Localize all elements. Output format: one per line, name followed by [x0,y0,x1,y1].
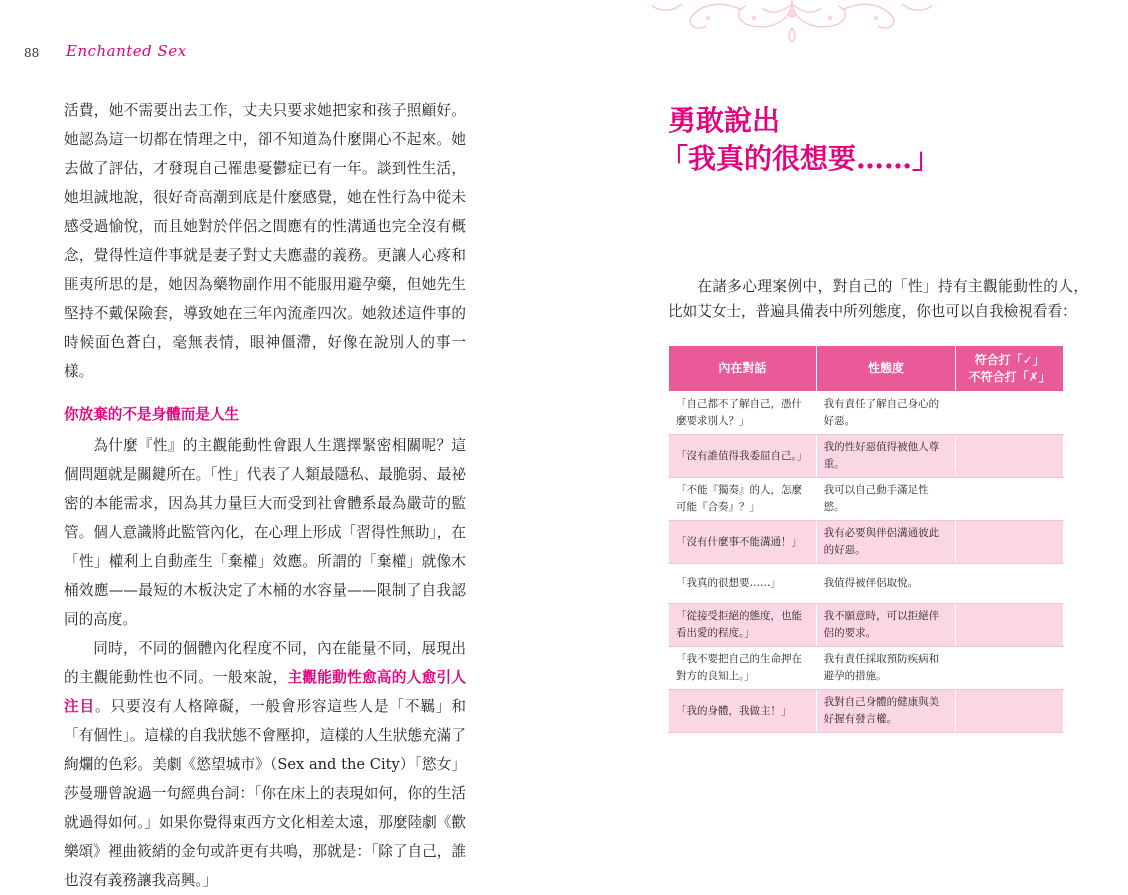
inner-dialogue-cell: 「從接受拒絕的態度，也能看出愛的程度。」 [669,604,817,647]
table-row [669,690,1064,733]
inner-dialogue-cell: 「我不要把自己的生命押在對方的良知上。」 [669,647,817,690]
table-row [669,521,1064,564]
table-row [669,604,1064,647]
paragraph-3 [64,634,466,895]
table-row [669,564,1064,604]
inner-dialogue-cell: 「自己都不了解自己，憑什麼要求別人？」 [669,392,817,435]
table-row [669,647,1064,690]
inner-dialogue-cell: 「沒有什麼事不能溝通！」 [669,521,817,564]
attitude-cell: 我值得被伴侶取悅。 [816,564,956,604]
attitude-cell: 我不願意時，可以拒絕伴侶的要求。 [816,604,956,647]
attitude-cell: 我的性好惡值得被他人尊重。 [816,435,956,478]
paragraph-3-end: 。只要沒有人格障礙，一般會形容這些人是「不羈」和「有個性」。這樣的自我狀態不會壓抑，這樣的人生狀態充滿了絢爛的色彩。美劇《慾望城市》（Sex and the City）「慾女」莎曼珊曾說過一句經典台詞：「你在床上的表現如何，你的生活就過得如何。」如果你覺得東西方文化相差太遠，那麼陸劇《歡樂頌》裡曲筱綃的金句或許更有共鳴，那就是：「除了自己，誰也沒有義務讓我高興。」 [64,698,466,889]
highlight-phrase: 主觀能動性愈高的人愈引人注目 [64,669,466,715]
attitude-cell: 我可以自己動手滿足性慾。 [816,478,956,521]
table-header-row [669,346,1064,392]
right-page [564,0,1128,800]
page-number: 88 [24,46,40,60]
table-row [669,435,1064,478]
damask-ornament-icon [642,0,942,42]
check-mark-cell[interactable] [956,521,1064,564]
header-inner-dialogue: 內在對話 [669,346,817,392]
check-mark-cell[interactable] [956,690,1064,733]
inner-dialogue-cell: 「我真的很想要……」 [669,564,817,604]
header-sex-attitude: 性態度 [816,346,956,392]
paragraph-1: 活費，她不需要出去工作，丈夫只要求她把家和孩子照顧好。她認為這一切都在情理之中，卻不知道為什麼開心不起來。她去做了評估，才發現自己罹患憂鬱症已有一年。談到性生活，她坦誠地說，很好奇高潮到底是什麼感覺，她在性行為中從未感受過愉悅，而且她對於伴侶之間應有的性溝通也完全沒有概念，覺得性這件事就是妻子對丈夫應盡的義務。更讓人心疼和匪夷所思的是，她因為藥物副作用不能服用避孕藥，但她先生堅持不戴保險套，導致她在三年內流產四次。她敘述這件事的時候面色蒼白，毫無表情，眼神僵滯，好像在說別人的事一樣。 [64,102,466,380]
inner-dialogue-cell: 「不能『獨奏』的人，怎麼可能『合奏』？」 [669,478,817,521]
title-line-1: 勇敢說出 [668,104,781,137]
inner-dialogue-cell: 「沒有誰值得我委屈自己。」 [669,435,817,478]
check-mark-cell[interactable] [956,435,1064,478]
check-mark-cell[interactable] [956,604,1064,647]
intro-paragraph: 在諸多心理案例中，對自己的「性」持有主觀能動性的人，比如艾女士，普遍具備表中所列態度，你也可以自我檢視看看： [668,278,1088,320]
inner-dialogue-cell: 「我的身體，我做主！」 [669,690,817,733]
running-title: Enchanted Sex [66,42,187,60]
attitude-cell: 我有必要與伴侶溝通彼此的好惡。 [816,521,956,564]
self-check-table [668,345,1064,733]
attitude-cell: 我對自己身體的健康與美好握有發言權。 [816,690,956,733]
section-heading: 你放棄的不是身體而是人生 [64,406,240,423]
table-row [669,392,1064,435]
check-mark-cell[interactable] [956,392,1064,435]
left-body-text [64,96,466,895]
check-mark-cell[interactable] [956,564,1064,604]
title-line-2: 「我真的很想要……」 [660,142,941,175]
attitude-cell: 我有責任了解自己身心的好惡。 [816,392,956,435]
check-mark-cell[interactable] [956,647,1064,690]
section-title [660,102,941,178]
header-check-mark: 符合打「✓」 不符合打「✗」 [956,346,1064,392]
table-row [669,478,1064,521]
attitude-cell: 我有責任採取預防疾病和避孕的措施。 [816,647,956,690]
table-body [669,392,1064,733]
paragraph-3-start: 同時，不同的個體內化程度不同，內在能量不同，展現出的主觀能動性也不同。一般來說， [64,640,466,686]
left-page [0,0,564,889]
paragraph-2: 為什麼『性』的主觀能動性會跟人生選擇緊密相關呢？這個問題就是關鍵所在。「性」代表了人類最隱私、最脆弱、最祕密的本能需求，因為其力量巨大而受到社會體系最為嚴苛的監管。個人意識將此監管內化，在心理上形成「習得性無助」，在「性」權利上自動產生「棄權」效應。所謂的「棄權」就像木桶效應——最短的木板決定了木桶的水容量——限制了自我認同的高度。 [64,437,466,628]
check-mark-cell[interactable] [956,478,1064,521]
